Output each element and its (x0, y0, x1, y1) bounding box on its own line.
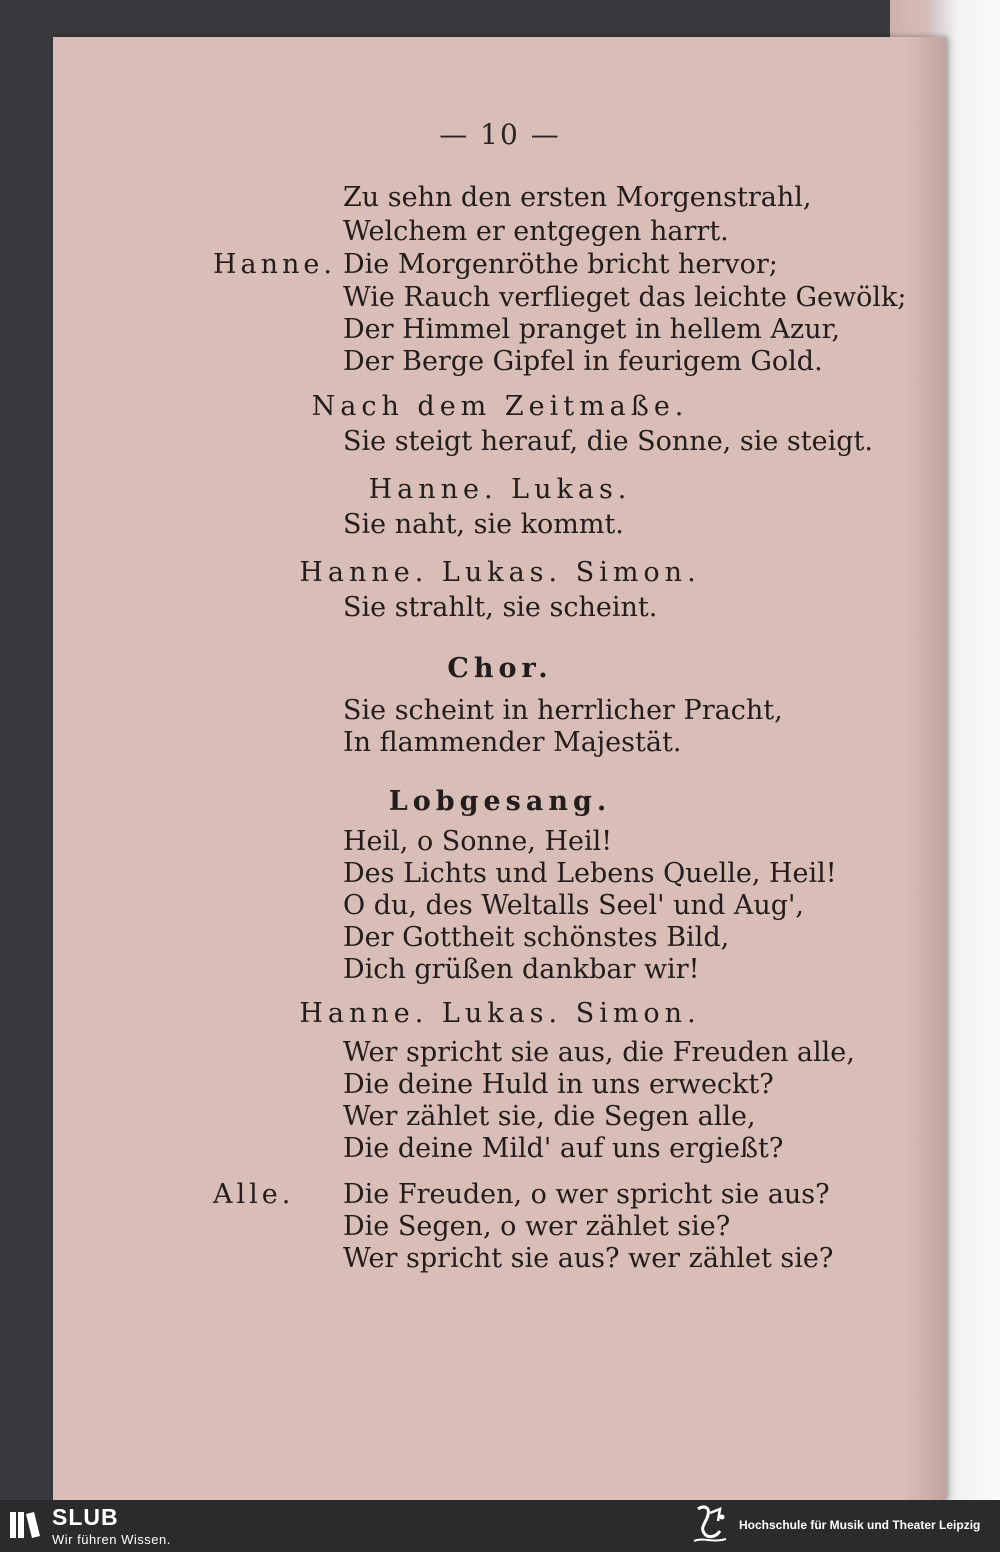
verse-line: Sie naht, sie kommt. (343, 509, 624, 540)
page-gutter-shade (906, 37, 946, 1500)
verse-line: Wer spricht sie aus, die Freuden alle, (343, 1037, 855, 1068)
slub-tagline: Wir führen Wissen. (52, 1532, 171, 1547)
verse-line: Die Morgenröthe bricht hervor; (343, 249, 778, 280)
verse-line: Heil, o Sonne, Heil! (343, 826, 613, 857)
speaker-label: Alle. (213, 1179, 295, 1210)
verse-line: Wer zählet sie, die Segen alle, (343, 1101, 756, 1132)
verse-line: Wer spricht sie aus? wer zählet sie? (343, 1243, 834, 1274)
verse-line: Der Berge Gipfel in feurigem Gold. (343, 346, 823, 377)
hmt-logo-icon[interactable] (690, 1503, 732, 1547)
verse-line: Welchem er entgegen harrt. (343, 216, 729, 247)
institution-name[interactable]: Hochschule für Musik und Theater Leipzig (739, 1518, 981, 1532)
slub-library-name[interactable]: SLUB (52, 1504, 119, 1530)
page-number: — 10 — (439, 118, 561, 151)
verse-line: Sie scheint in herrlicher Pracht, (343, 695, 783, 726)
verse-line: Dich grüßen dankbar wir! (343, 954, 700, 985)
verse-line: Sie steigt herauf, die Sonne, sie steigt. (343, 426, 873, 457)
verse-line: Der Himmel pranget in hellem Azur, (343, 314, 841, 345)
slub-logo-icon[interactable] (8, 1508, 42, 1542)
verse-line: Die Segen, o wer zählet sie? (343, 1211, 731, 1242)
heading-trio: Hanne. Lukas. Simon. (299, 998, 701, 1029)
verse-line: Des Lichts und Lebens Quelle, Heil! (343, 858, 837, 889)
verse-line: Die deine Mild' auf uns ergießt? (343, 1133, 784, 1164)
heading-hymn: Lobgesang. (388, 786, 612, 817)
verse-line: Die Freuden, o wer spricht sie aus? (343, 1179, 830, 1210)
speaker-label: Hanne. (213, 249, 336, 280)
heading-duet: Hanne. Lukas. (368, 474, 632, 505)
heading-trio: Hanne. Lukas. Simon. (299, 557, 701, 588)
heading-chorus: Chor. (447, 653, 553, 684)
verse-line: Zu sehn den ersten Morgenstrahl, (343, 182, 812, 213)
verse-line: Wie Rauch verflieget das leichte Gewölk; (343, 282, 907, 313)
verse-line: Der Gottheit schönstes Bild, (343, 922, 730, 953)
verse-line: Die deine Huld in uns erweckt? (343, 1069, 774, 1100)
heading-tempo: Nach dem Zeitmaße. (311, 391, 689, 422)
viewer-footer (0, 1500, 1000, 1551)
verse-line: In flammender Majestät. (343, 727, 682, 758)
verse-line: O du, des Weltalls Seel' und Aug', (343, 890, 804, 921)
verse-line: Sie strahlt, sie scheint. (343, 592, 658, 623)
